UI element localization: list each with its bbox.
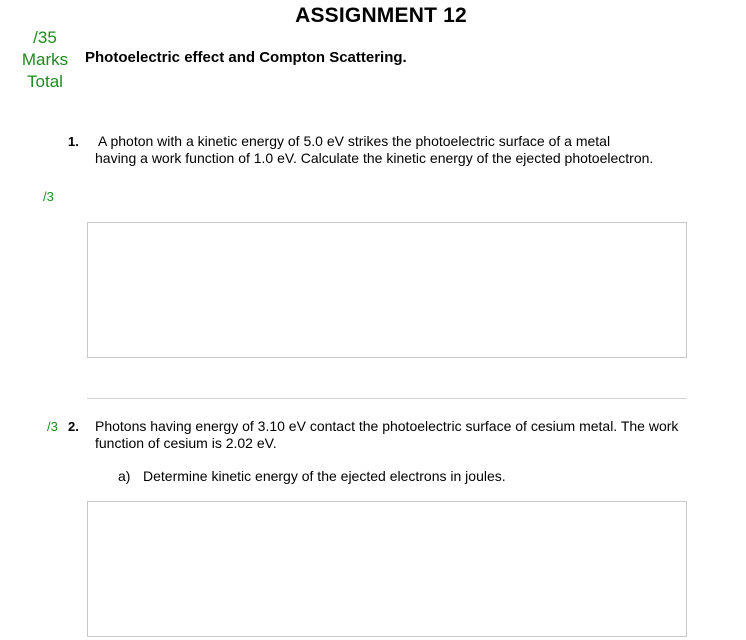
- total-marks-label-marks: Marks: [21, 50, 69, 69]
- total-marks-block: [14, 27, 76, 93]
- question-2-number: 2.: [68, 419, 79, 434]
- question-1-marks: /3: [43, 189, 54, 204]
- assignment-title: ASSIGNMENT 12: [295, 4, 467, 27]
- question-divider: [87, 398, 687, 399]
- question-1-number: 1.: [68, 134, 79, 149]
- question-2a-text: Determine kinetic energy of the ejected electrons in joules.: [143, 468, 506, 484]
- total-marks-label-total: Total: [27, 72, 63, 91]
- question-2-marks: /3: [47, 419, 58, 434]
- question-2a-answer-box[interactable]: [87, 501, 687, 637]
- question-2a-label: a): [118, 468, 131, 484]
- assignment-subtitle: Photoelectric effect and Compton Scattering.: [85, 49, 407, 66]
- total-marks-value: /35: [33, 28, 57, 47]
- question-1-answer-box[interactable]: [87, 222, 687, 358]
- question-2-text: Photons having energy of 3.10 eV contact the photoelectric surface of cesium metal. The work function of cesium is 2.02 eV.: [95, 418, 679, 451]
- question-1-text: A photon with a kinetic energy of 5.0 eV strikes the photoelectric surface of a metal having a work function of 1.0 eV. Calculate the kinetic energy of the ejected photoelectron.: [95, 133, 654, 166]
